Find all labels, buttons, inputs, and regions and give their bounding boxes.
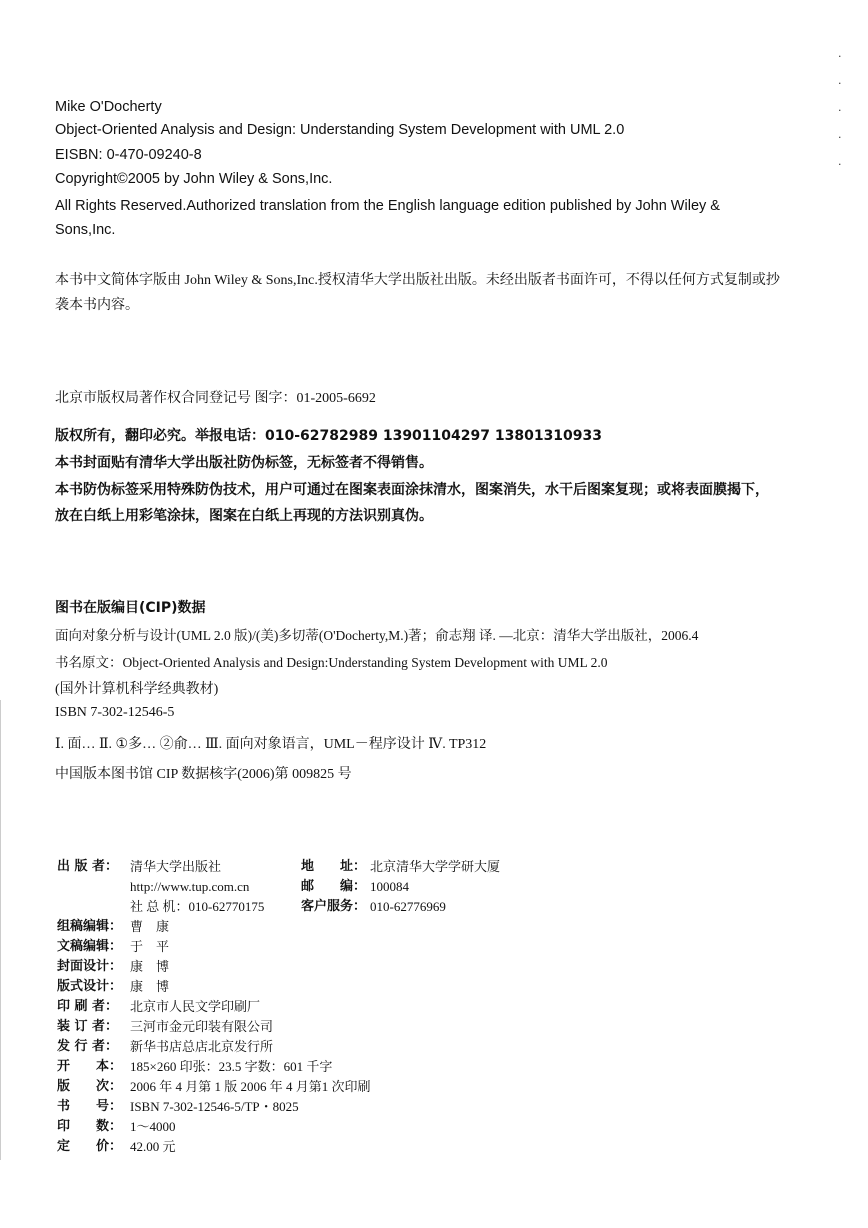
cip-original-title: 书名原文：Object-Oriented Analysis and Design:Understanding System Development with UML 2.0	[55, 655, 608, 670]
scan-mark: ·	[838, 50, 842, 63]
imprint-label-secondary: 地 址：	[301, 859, 367, 874]
copyright-registration: 北京市版权局著作权合同登记号 图字：01-2005-6692	[55, 391, 376, 406]
rights-reserved-line: 版权所有，翻印必究。举报电话：010-62782989 13901104297 13801310933	[55, 428, 603, 444]
imprint-value: 新华书店总店北京发行所	[130, 1039, 274, 1054]
scan-mark: ·	[838, 77, 842, 90]
imprint-value: 康 博	[130, 979, 170, 994]
imprint-label-secondary: 邮 编：	[301, 879, 367, 894]
imprint-label: 开 本：	[57, 1059, 123, 1074]
cip-heading: 图书在版编目(CIP)数据	[55, 600, 206, 616]
imprint-label: 版 次：	[57, 1079, 123, 1094]
scan-mark: ·	[838, 158, 842, 171]
imprint-label: 文稿编辑：	[57, 939, 123, 954]
imprint-value: 曹 康	[130, 919, 170, 934]
cip-main-entry: 面向对象分析与设计(UML 2.0 版)/(美)多切蒂(O'Docherty,M.)著；俞志翔 译. —北京：清华大学出版社，2006.4	[55, 628, 699, 643]
imprint-label: 发 行 者：	[57, 1039, 119, 1054]
imprint-value: 清华大学出版社	[130, 859, 222, 874]
rights-statement: All Rights Reserved.Authorized translation from the English language edition published by John Wiley & Sons,Inc.	[55, 198, 720, 238]
imprint-value: 185×260 印张：23.5 字数：601 千字	[130, 1059, 333, 1074]
imprint-value-secondary: 010-62776969	[370, 899, 446, 914]
imprint-value: 42.00 元	[130, 1139, 176, 1154]
cip-series: (国外计算机科学经典教材)	[55, 682, 219, 697]
license-notice: 本书中文简体字版由 John Wiley & Sons,Inc.授权清华大学出版社出版。未经出版者书面许可，不得以任何方式复制或抄袭本书内容。	[55, 273, 780, 313]
anti-counterfeit-label-notice: 本书封面贴有清华大学出版社防伪标签，无标签者不得销售。	[55, 455, 433, 471]
scan-edge-line	[0, 700, 1, 1160]
cip-classification: Ⅰ. 面… Ⅱ. ①多… ②俞… Ⅲ. 面向对象语言，UML－程序设计 Ⅳ. TP312	[55, 737, 487, 752]
margin-scan-marks	[838, 50, 858, 185]
imprint-value: 社 总 机：010-62770175	[130, 899, 265, 914]
eisbn: EISBN: 0-470-09240-8	[55, 147, 202, 163]
imprint-label: 封面设计：	[57, 959, 123, 974]
imprint-value: 三河市金元印装有限公司	[130, 1019, 274, 1034]
imprint-value-secondary: 100084	[370, 879, 409, 894]
scan-mark: ·	[838, 104, 842, 117]
imprint-label: 出 版 者：	[57, 859, 119, 874]
imprint-value: 于 平	[130, 939, 170, 954]
scan-mark: ·	[838, 131, 842, 144]
imprint-value-secondary: 北京清华大学学研大厦	[370, 859, 501, 874]
imprint-label: 版式设计：	[57, 979, 123, 994]
imprint-label: 组稿编辑：	[57, 919, 123, 934]
imprint-label-secondary: 客户服务：	[301, 899, 367, 914]
imprint-label: 装 订 者：	[57, 1019, 119, 1034]
anti-counterfeit-instructions: 本书防伪标签采用特殊防伪技术，用户可通过在图案表面涂抹清水，图案消失，水干后图案复现；或将表面膜揭下，放在白纸上用彩笔涂抹，图案在白纸上再现的方法识别真伪。	[55, 482, 769, 524]
imprint-label: 印 数：	[57, 1119, 123, 1134]
imprint-value: 康 博	[130, 959, 170, 974]
english-title: Object-Oriented Analysis and Design: Understanding System Development with UML 2.0	[55, 122, 625, 138]
imprint-value: http://www.tup.com.cn	[130, 879, 250, 894]
imprint-value: ISBN 7-302-12546-5/TP・8025	[130, 1099, 299, 1114]
copyright-line: Copyright©2005 by John Wiley & Sons,Inc.	[55, 171, 333, 187]
imprint-label: 书 号：	[57, 1099, 123, 1114]
imprint-value: 2006 年 4 月第 1 版 2006 年 4 月第1 次印刷	[130, 1079, 371, 1094]
cip-isbn: ISBN 7-302-12546-5	[55, 705, 175, 720]
imprint-label: 定 价：	[57, 1139, 123, 1154]
author-name: Mike O'Docherty	[55, 99, 162, 115]
imprint-value: 北京市人民文学印刷厂	[130, 999, 261, 1014]
imprint-value: 1～4000	[130, 1119, 176, 1134]
cip-number: 中国版本图书馆 CIP 数据核字(2006)第 009825 号	[55, 767, 352, 782]
imprint-label: 印 刷 者：	[57, 999, 119, 1014]
